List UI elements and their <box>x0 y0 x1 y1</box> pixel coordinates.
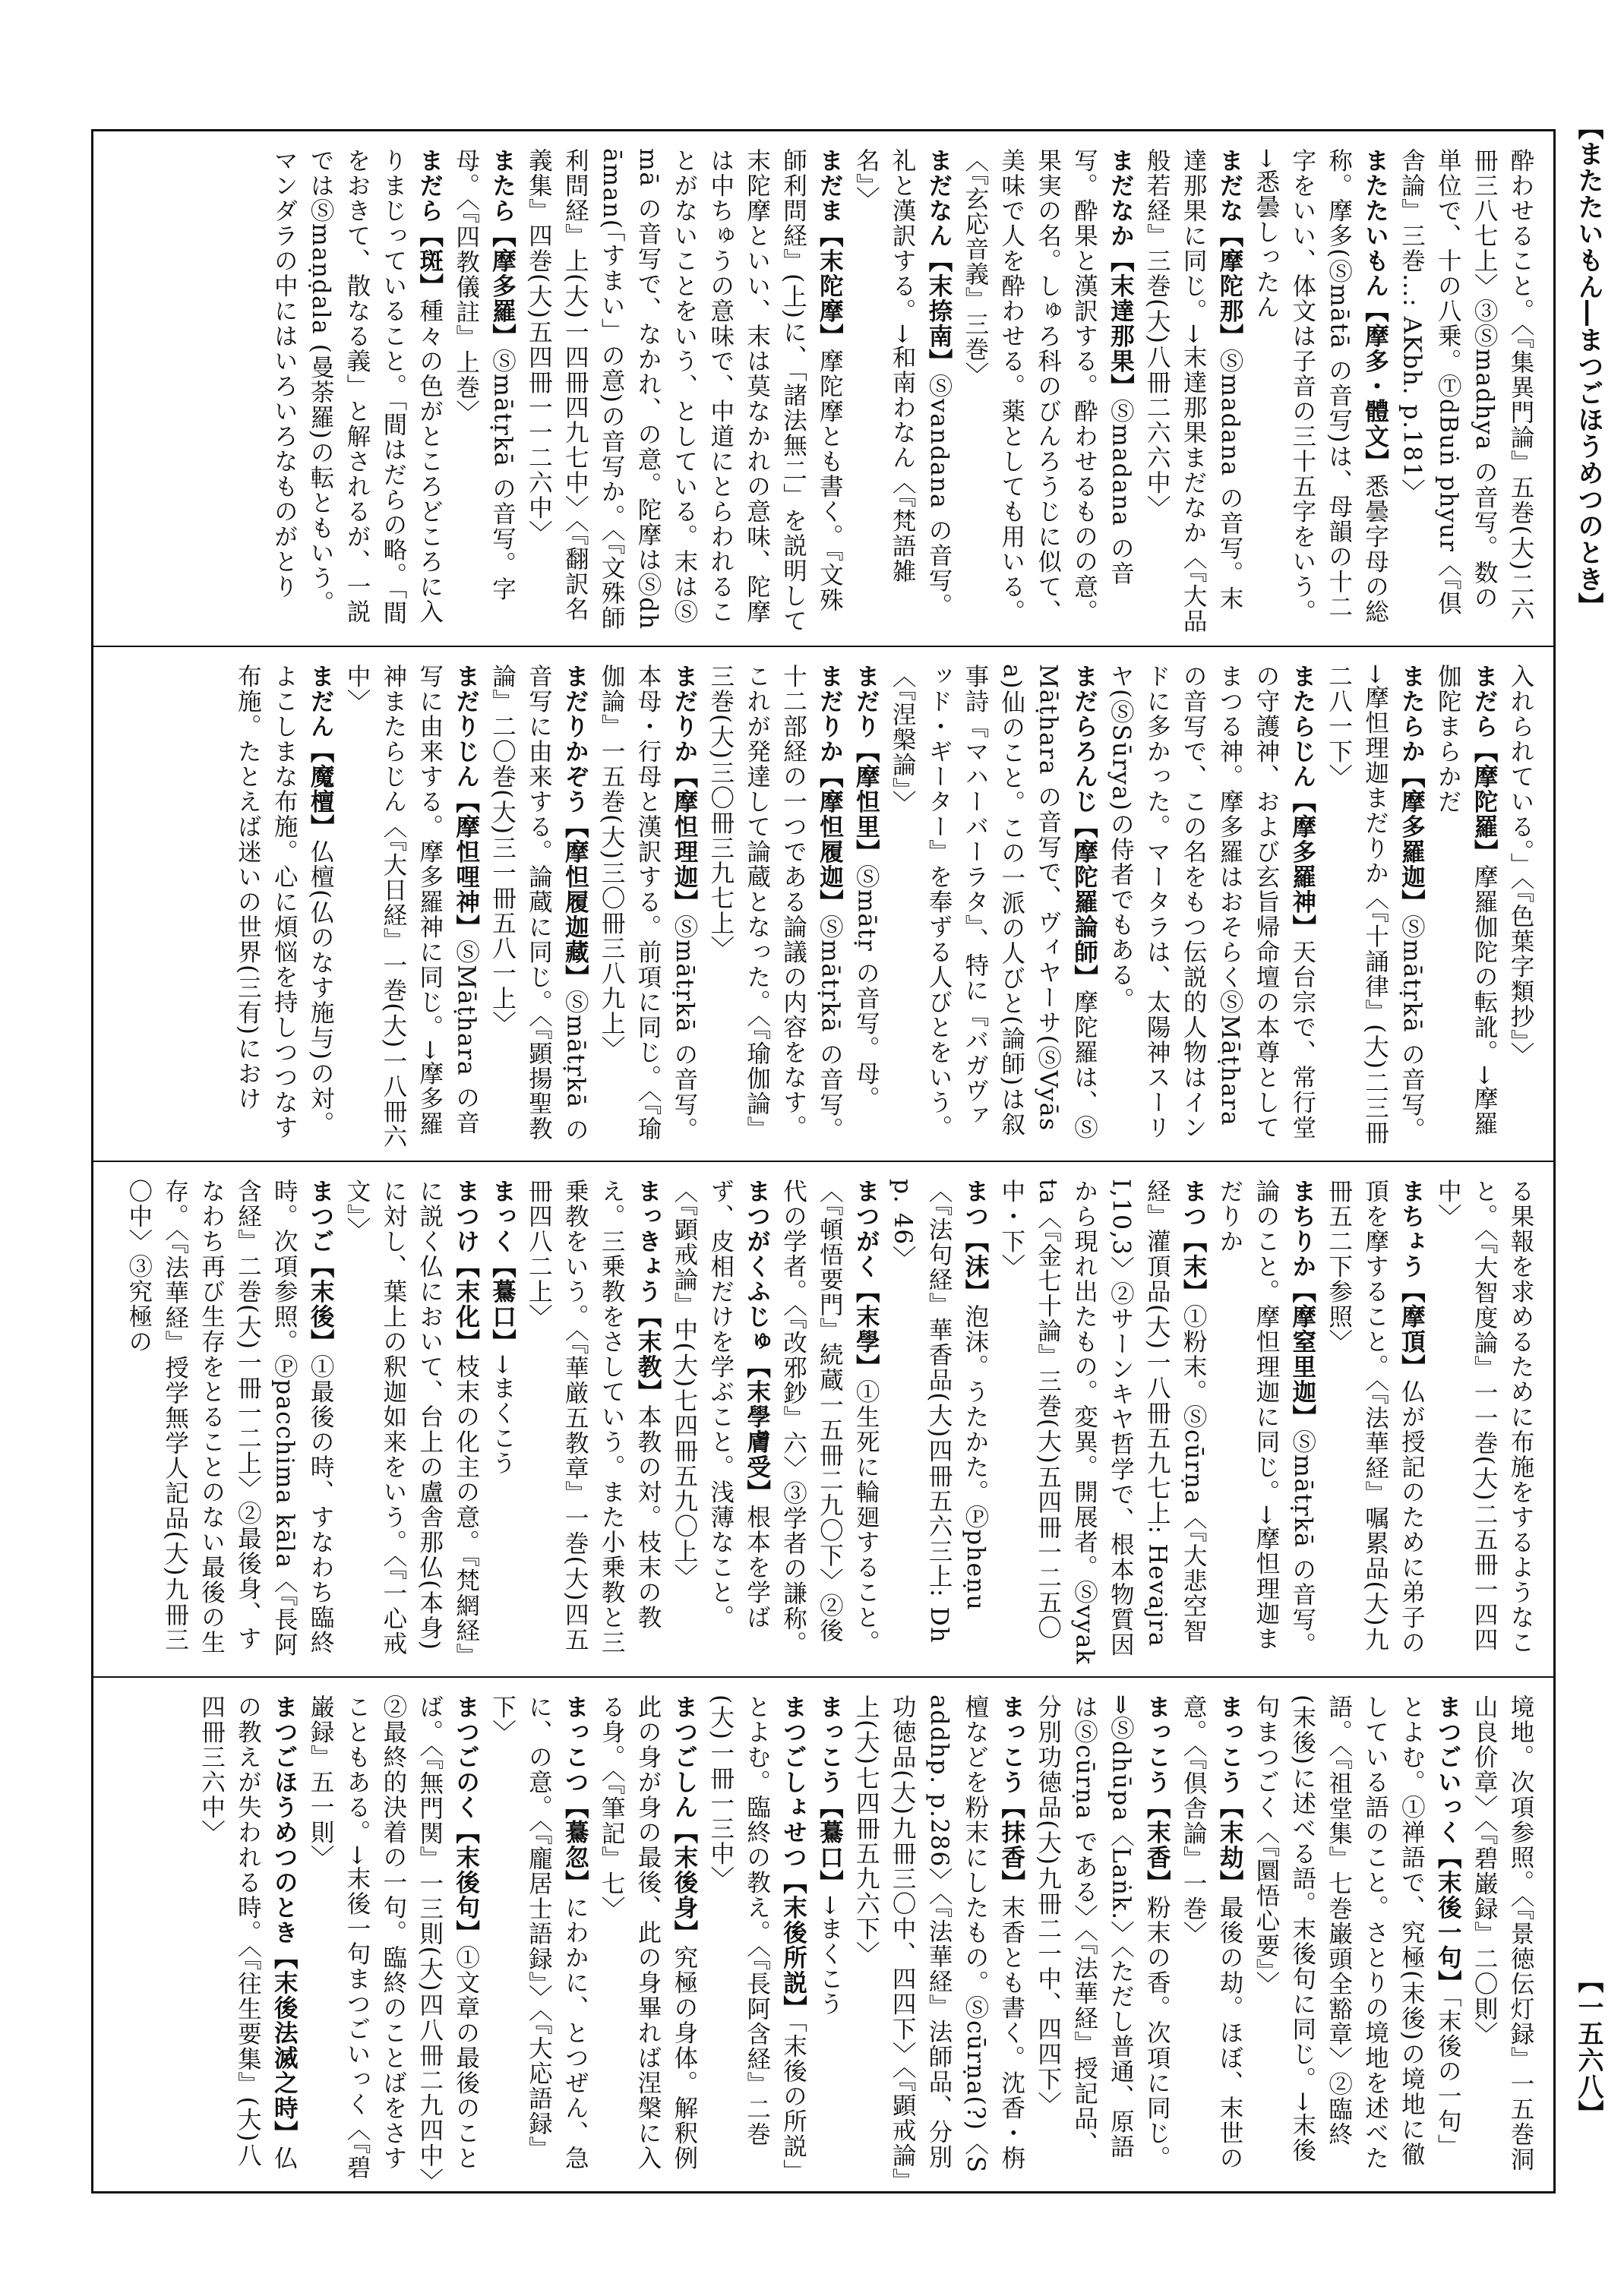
entry-body: 種々の色がところどころに入りまじっていること。「間はだらの略。「間をおきて、散なる義」と解されるが、一説ではⓈmaṇḍala (曼荼羅)の転ともいう。マンダラの中にはいろいろなものがとり <box>270 148 444 626</box>
entry-headword: まだりじん【摩怛哩神】 <box>452 663 480 940</box>
entry-headword: まつごほうめつのとき【末後法滅之時】 <box>270 1694 299 2146</box>
entry-headword: まつがく【末學】 <box>852 1179 880 1379</box>
entry-headword: またらじん【摩多羅神】 <box>1288 663 1316 940</box>
dictionary-entry <box>1029 1694 1175 2181</box>
dictionary-entry <box>1211 1179 1320 1666</box>
entry-headword: またたいもん【摩多・體文】 <box>1361 148 1389 474</box>
entry-headword: またら【摩多羅】 <box>488 148 517 349</box>
dictionary-entry <box>1174 1694 1247 2181</box>
entry-body: ⓈMāṭhara の音写に由来する。摩多羅神に同じ。→摩多羅神またらじん〈『大日経』一巻(大)一八冊六中〉 <box>343 663 480 1149</box>
dictionary-entry <box>265 148 447 635</box>
entry-body: Ⓢmātṛ の音写。母。 <box>852 864 880 1111</box>
dictionary-entry <box>702 1694 811 2181</box>
dictionary-entry <box>229 664 339 1151</box>
entry-headword: まだなか【末達那果】 <box>1107 148 1135 399</box>
dictionary-entry <box>338 664 484 1151</box>
dictionary-entry <box>520 1179 666 1666</box>
entry-headword: まっこう【驀口】 <box>816 1694 844 1895</box>
entry-body: Ⓢmātṛkā の音写。論のこと。摩怛理迦に同じ。→摩怛理迦まだりか <box>1216 1179 1316 1657</box>
dictionary-entry <box>1138 148 1247 635</box>
entry-headword: まっこつ【驀忽】 <box>561 1694 589 1895</box>
tier-1-text <box>109 148 1538 635</box>
dictionary-entry <box>484 664 593 1151</box>
dictionary-entry <box>702 664 848 1151</box>
entry-headword: まつごしょせつ【末後所説】 <box>779 1694 807 2020</box>
entry-body: ①生死に輪廻すること。〈『頓悟要門』続蔵一五冊二九〇下〉②後代の学者。〈『改邪鈔』六〉③学者の謙称。 <box>779 1179 880 1657</box>
dictionary-entry <box>883 1179 993 1666</box>
entry-headword: まだら【摩陀羅】 <box>1471 663 1499 864</box>
entry-headword: まだら【斑】 <box>415 148 444 298</box>
entry-body: Ⓢmātṛkā の音写に由来する。論蔵に同じ。〈『顕揚聖教論』二〇巻(大)三一冊五八一上〉 <box>488 663 589 1142</box>
entry-body: 究極の身体。解釈例 此の身が身の最後、此の身畢れば涅槃に入る身。〈『筆記』七〉 <box>598 1694 698 2171</box>
dictionary-entry <box>484 1179 520 1666</box>
entry-headword: まつごのく【末後句】 <box>452 1694 480 1945</box>
dictionary-entry <box>1320 1179 1430 1666</box>
entry-headword: まっこう【末劫】 <box>1216 1694 1243 1895</box>
dictionary-entry <box>847 664 883 1151</box>
entry-body: 末香とも書く。沈香・栴檀などを粉末にしたもの。Ⓢcūrṇa(?)〈Saddhp. p.286〉〈『法華経』法師品、分別功徳品(大)九冊三〇中、四四下〉〈『顕戒論』上(大)七四冊五九六下〉 <box>852 1694 1025 2181</box>
entry-body: 「末後の一句」とよむ。①禅語で、究極(末後)の境地に徹している語のこと。さとりの境地を述べた語。〈『祖堂集』七巻巌頭全豁章〉②臨終(末後)に述べる語。末後句に同じ。→末後句まつごく〈『圜悟心要』〉 <box>1252 1694 1462 2171</box>
entry-body: ①文章の最後のことば。〈『無門関』一三則(大)四八冊二九四中〉②最終的決着の一句。臨終のことばをさすこともある。→末後一句まつごいっく〈『碧巌録』五一則〉 <box>307 1694 480 2181</box>
entry-body: 酔わせること。〈『集異門論』五巻(大)二六冊三八七上〉③Ⓢmadhya の音写。数の単位で、十の八乗。ⓉdBuṅ phyur〈『倶舎論』三巻…: AKbh. p.181〉 <box>1398 148 1534 622</box>
entry-headword: まだなん【末捺南】 <box>925 148 953 374</box>
entry-body: 粉末の香。次項に同じ。⇒Ⓢdhūpa〈Laṅk.〉〈ただし普通、原語はⓈcūrṇa である〉〈『法華経』授記品、分別功徳品(大)九冊二一中、四四下〉 <box>1034 1694 1171 2171</box>
dictionary-entry <box>1320 664 1430 1151</box>
entry-headword: まつご【末後】 <box>307 1179 335 1354</box>
tier-2 <box>93 647 1553 1163</box>
entry-body: 天台宗で、常行堂の守護神、および玄旨帰命壇の本尊としてまつる神。摩多羅はおそらくⓈMāṭhara の音写で、この名をもつ伝説的人物はインドに多かった。マータラは、太陽神スーリヤ(ⓈSūrya)の侍者でもある。 <box>1107 663 1316 1140</box>
dictionary-entry <box>1102 664 1320 1151</box>
entry-headword: まつ【沫】 <box>961 1179 989 1304</box>
entry-body: Ⓢmadana の音写。末達那果に同じ。→末達那果まだなか〈『大品般若経』三巻(大)八冊二六六中〉 <box>1143 148 1243 634</box>
entry-headword: まつ【末】 <box>1180 1179 1208 1304</box>
entry-body: る果報を求めるために布施をするようなこと。〈『大智度論』一一巻(大)二五冊一四四中〉 <box>1434 1179 1534 1655</box>
dictionary-entry <box>1429 1179 1538 1666</box>
dictionary-entry <box>592 1694 702 2181</box>
dictionary-entry <box>484 1694 593 2181</box>
dictionary-entry <box>1247 1694 1465 2181</box>
entry-headword: まだり【摩怛里】 <box>852 663 880 864</box>
entry-headword: まだりか【摩怛理迦】 <box>670 663 698 914</box>
entry-body: 摩羅伽陀の転訛。→摩羅伽陀まらかだ <box>1434 663 1499 1136</box>
entry-body: 摩陀摩とも書く。『文殊師利問経』(上)に、「諸法無二」を説明して末陀摩といい、末は莫なかれの意味、陀摩は中ちゅうの意味で、中道にとらわれることがないことをいう、としている。末はⓈmā の音写で、なかれ、の意。陀摩はⓈdhāman(「すまい」の意)の音写か。〈『文殊師利問経』上(大)一四冊四九七中〉〈『翻訳名義集』四巻(大)五四冊一一二六中〉 <box>525 148 844 633</box>
entry-headword: まだりかぞう【摩怛履迦藏】 <box>561 663 589 990</box>
dictionary-entry <box>956 148 1138 635</box>
dictionary-entry <box>520 148 848 635</box>
entry-body: 仏檀(仏のなす施与)の対。よこしまな布施。心に煩悩を持しつつなす布施。たとえば迷いの世界(三有)におけ <box>234 663 335 1140</box>
entry-headword: またらか【摩多羅迦】 <box>1398 663 1426 914</box>
entry-body: 「末後の所説」とよむ。臨終の教え。〈『長阿含経』二巻(大)一冊一三中〉 <box>706 1694 807 2171</box>
dictionary-entry <box>811 1694 848 2181</box>
entry-body: Ⓢmātṛkā の音写。十二部経の一つである論議の内容をなす。これが発達して論蔵となった。〈『瑜伽論』三巻(大)三〇冊三九七上〉 <box>706 663 844 1142</box>
tier-3 <box>93 1162 1553 1678</box>
entry-headword: まつごしん【末後身】 <box>670 1694 698 1945</box>
entry-body: →まくこう <box>488 1354 517 1476</box>
dictionary-entry <box>993 1179 1211 1666</box>
dictionary-entry <box>883 664 1101 1151</box>
dictionary-entry <box>1247 148 1393 635</box>
entry-headword: まだま【末陀摩】 <box>816 148 844 349</box>
entry-body: 入れられている。」〈『色葉字類抄』〉 <box>1507 663 1534 1067</box>
tier-4-text <box>109 1694 1538 2181</box>
entry-headword: まだな【摩陀那】 <box>1216 148 1243 349</box>
entry-body: Ⓢmātṛkā の音写。字母。〈『四教儀註』上巻〉 <box>452 148 517 602</box>
entry-headword: まつがくふじゅ【末學膚受】 <box>743 1179 771 1505</box>
entry-body: 枝末の化主の意。『梵網経』に説く仏において、台上の盧舎那仏(本身)に対し、葉上の釈迦如来をいう。〈『一心戒文』〉 <box>343 1179 480 1657</box>
entry-body: 境地。次項参照。〈『景徳伝灯録』一五巻洞山良价章〉〈『碧巌録』二〇則〉 <box>1471 1694 1534 2171</box>
entry-headword: まつごいっく【末後一句】 <box>1434 1694 1462 1995</box>
dictionary-entry <box>302 1694 483 2181</box>
dictionary-entry <box>1465 1694 1538 2181</box>
entry-body: 最後の劫。ほぼ、末世の意。〈『倶舎論』一巻〉 <box>1180 1694 1243 2171</box>
dictionary-entry <box>193 1694 302 2181</box>
entry-body: 泡沫。うたかた。Ⓟpheṇu〈『法句経』華香品(大)四冊五六三上: Dhp. 46〉 <box>889 1179 989 1644</box>
entry-headword: まちりか【摩窒里迦】 <box>1288 1179 1316 1429</box>
entry-body: 摩陀羅は、ⓈMāṭhara の音写で、ヴィヤーサ(ⓈVyāsa)仙のこと。この一派の人びと(論師)は叙事詩『マハーバーラタ』、特に『バガヴァッド・ギーター』を奉ずる人びとをいう。〈『涅槃論』〉 <box>889 663 1098 1140</box>
entry-body: Ⓢmātṛkā の音写。→摩怛理迦まだりか〈『十誦律』(大)二三冊二八一下〉 <box>1325 663 1426 1145</box>
entry-headword: まだん【魔檀】 <box>307 663 335 839</box>
entry-body: Ⓢmadana の音写。酔果と漢訳する。酔わせるものの意。果実の名。しゅろ科のびんろうじに似て、美味で人を酔わせる。薬としても用いる。〈『玄応音義』三巻〉 <box>961 148 1135 624</box>
entry-body: 仏の教えが失われる時。〈『往生要集』(大)八四冊三六中〉 <box>197 1694 299 2171</box>
entry-body: Ⓢvandana の音写。礼と漢訳する。→和南わなん〈『梵語雑名』〉 <box>852 148 953 618</box>
entry-body: 悉曇字母の総称。摩多(Ⓢmātā の音写)は、母韻の十二字をいい、体文は子音の三十五字をいう。→悉曇しったん <box>1252 148 1389 624</box>
dictionary-entry <box>120 1179 338 1666</box>
entry-headword: まちょう【摩頂】 <box>1398 1179 1426 1379</box>
entry-headword: まっく【驀口】 <box>488 1179 517 1354</box>
entry-headword: まっきょう【末教】 <box>634 1179 662 1404</box>
entry-body: →まくこう <box>816 1894 844 2017</box>
entry-body: ①粉末。Ⓢcūrṇa〈『大悲空智経』灌頂品(大)一八冊五九七上: Hevajra I,10,3〉②サーンキヤ哲学で、根本物質因から現れ出たもの。変異。開展者。Ⓢvyakta〈『金七十論』三巻(大)五四冊一二五〇中・下〉 <box>997 1179 1208 1666</box>
dictionary-entry <box>1502 664 1538 1151</box>
entry-body: 仏が授記のために弟子の頂を摩すること。〈『法華経』嘱累品(大)九冊五二下参照〉 <box>1325 1179 1426 1655</box>
entry-body: 本教の対。枝末の教え。三乗教をさしていう。また小乗教と三乗教をいう。〈『華厳五教章』一巻(大)四五冊四八二上〉 <box>525 1179 662 1655</box>
dictionary-entry <box>592 664 702 1151</box>
dictionary-entry <box>847 148 956 635</box>
entry-headword: まっこう【末香】 <box>1143 1694 1171 1895</box>
tier-4 <box>93 1678 1553 2192</box>
entry-headword: まつけ【末化】 <box>452 1179 480 1354</box>
entry-headword: まだらろんじ【摩陀羅論師】 <box>1070 663 1098 990</box>
dictionary-frame <box>91 129 1556 2193</box>
dictionary-entry <box>775 1179 884 1666</box>
dictionary-entry <box>1429 664 1502 1151</box>
dictionary-entry <box>447 148 520 635</box>
tier-3-text <box>109 1179 1538 1666</box>
entry-body: にわかに、とつぜん、急に、の意。〈『龐居士語録』〉〈『大応語録』下〉 <box>488 1694 589 2171</box>
entry-body: 根本を学ばず、皮相だけを学ぶこと。浅薄なこと。〈『顕戒論』中(大)七四冊五九〇上〉 <box>670 1179 771 1630</box>
entry-body: Ⓢmātṛkā の音写。本母・行母と漢訳する。前項に同じ。〈『瑜伽論』一五巻(大)三〇冊三八九上〉 <box>598 663 698 1142</box>
entry-headword: まっこう【抹香】 <box>997 1694 1025 1895</box>
dictionary-entry <box>847 1694 1028 2181</box>
entry-headword: まだりか【摩怛履迦】 <box>816 663 844 914</box>
tier-1 <box>93 131 1553 647</box>
page-number: 【一五六八】 <box>1573 1967 1603 2127</box>
dictionary-entry <box>1393 148 1539 635</box>
dictionary-entry <box>338 1179 484 1666</box>
dictionary-entry <box>665 1179 775 1666</box>
running-head: 【またたいもん―まつごほうめつのとき】 <box>1573 114 1603 619</box>
tier-2-text <box>109 664 1538 1151</box>
entry-body: ①最後の時、すなわち臨終時。次項参照。Ⓟpacchima kāla〈『長阿含経』二巻(大)一冊一二上〉②最後身、すなわち再び生存をとることのない最後の生存。〈『法華経』授学無学人記品(大)九冊三〇中〉③究極の <box>125 1179 335 1657</box>
